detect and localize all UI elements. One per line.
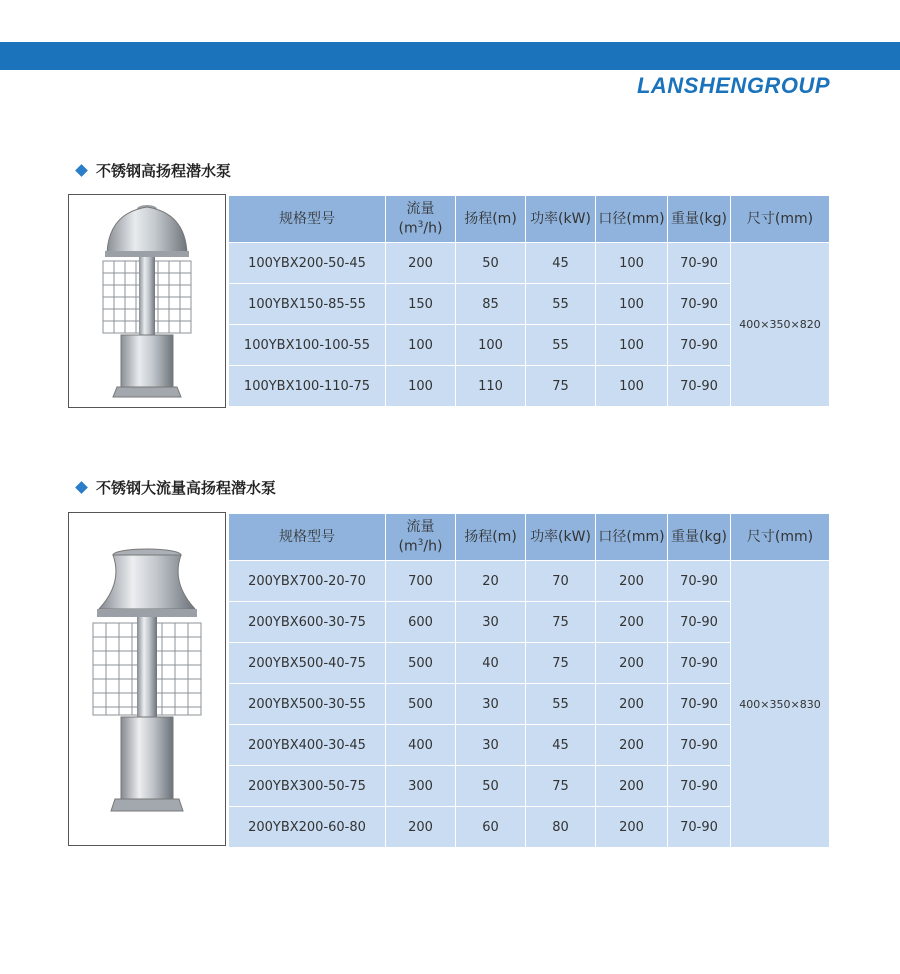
cell-power: 75 [526, 766, 596, 807]
cell-head: 50 [456, 766, 526, 807]
spec-table-2 [228, 513, 830, 848]
header-size: 尺寸(mm) [731, 514, 830, 561]
section-title-text: 不锈钢大流量高扬程潜水泵 [96, 479, 277, 497]
cell-diameter: 200 [596, 807, 668, 848]
header-power: 功率(kW) [526, 196, 596, 243]
cell-power: 45 [526, 243, 596, 284]
cell-flow: 500 [386, 684, 456, 725]
cell-head: 85 [456, 284, 526, 325]
cell-power: 55 [526, 325, 596, 366]
cell-diameter: 200 [596, 643, 668, 684]
section-title-text: 不锈钢高扬程潜水泵 [96, 162, 232, 180]
pump-image-2 [69, 513, 225, 845]
cell-head: 20 [456, 561, 526, 602]
cell-weight: 70-90 [668, 602, 731, 643]
cell-weight: 70-90 [668, 243, 731, 284]
header-head: 扬程(m) [456, 196, 526, 243]
cell-flow: 200 [386, 807, 456, 848]
section-title-1 [77, 160, 231, 181]
cell-model: 200YBX600-30-75 [229, 602, 386, 643]
cell-head: 50 [456, 243, 526, 284]
header-power: 功率(kW) [526, 514, 596, 561]
cell-diameter: 200 [596, 561, 668, 602]
cell-weight: 70-90 [668, 325, 731, 366]
cell-model: 200YBX400-30-45 [229, 725, 386, 766]
cell-head: 60 [456, 807, 526, 848]
cell-flow: 300 [386, 766, 456, 807]
cell-weight: 70-90 [668, 684, 731, 725]
header-diameter: 口径(mm) [596, 514, 668, 561]
cell-head: 30 [456, 684, 526, 725]
cell-flow: 400 [386, 725, 456, 766]
cell-weight: 70-90 [668, 366, 731, 407]
cell-power: 75 [526, 643, 596, 684]
cell-diameter: 200 [596, 725, 668, 766]
pump-image-1 [69, 195, 225, 407]
cell-model: 100YBX150-85-55 [229, 284, 386, 325]
cell-model: 200YBX300-50-75 [229, 766, 386, 807]
cell-power: 55 [526, 684, 596, 725]
cell-diameter: 100 [596, 325, 668, 366]
header-weight: 重量(kg) [668, 196, 731, 243]
cell-flow: 200 [386, 243, 456, 284]
cell-weight: 70-90 [668, 766, 731, 807]
header-weight: 重量(kg) [668, 514, 731, 561]
cell-head: 40 [456, 643, 526, 684]
cell-model: 200YBX500-30-55 [229, 684, 386, 725]
cell-weight: 70-90 [668, 561, 731, 602]
cell-power: 75 [526, 366, 596, 407]
cell-weight: 70-90 [668, 807, 731, 848]
header-model: 规格型号 [229, 514, 386, 561]
cell-weight: 70-90 [668, 284, 731, 325]
header-head: 扬程(m) [456, 514, 526, 561]
cell-weight: 70-90 [668, 725, 731, 766]
cell-diameter: 200 [596, 766, 668, 807]
section-title-2 [77, 477, 276, 498]
spec-table-1 [228, 195, 830, 407]
header-diameter: 口径(mm) [596, 196, 668, 243]
cell-power: 55 [526, 284, 596, 325]
cell-power: 75 [526, 602, 596, 643]
header-model: 规格型号 [229, 196, 386, 243]
cell-head: 100 [456, 325, 526, 366]
table-row [229, 243, 830, 284]
table-row [229, 561, 830, 602]
cell-flow: 100 [386, 325, 456, 366]
pump-photo-2 [68, 512, 226, 846]
cell-model: 100YBX200-50-45 [229, 243, 386, 284]
header-flow: 流量 $(m^3/h)$ [386, 196, 456, 243]
cell-diameter: 200 [596, 602, 668, 643]
cell-weight: 70-90 [668, 643, 731, 684]
cell-flow: 100 [386, 366, 456, 407]
cell-diameter: 100 [596, 366, 668, 407]
header-size: 尺寸(mm) [731, 196, 830, 243]
cell-diameter: 100 [596, 243, 668, 284]
cell-model: 200YBX700-20-70 [229, 561, 386, 602]
cell-power: 80 [526, 807, 596, 848]
cell-size: 400×350×830 [731, 561, 830, 848]
cell-diameter: 100 [596, 284, 668, 325]
cell-size: 400×350×820 [731, 243, 830, 407]
cell-flow: 700 [386, 561, 456, 602]
cell-power: 45 [526, 725, 596, 766]
cell-head: 110 [456, 366, 526, 407]
diamond-bullet-icon [75, 481, 88, 494]
cell-head: 30 [456, 602, 526, 643]
cell-diameter: 200 [596, 684, 668, 725]
table-header-row [229, 514, 830, 561]
cell-flow: 600 [386, 602, 456, 643]
brand-logo: LANSHENGROUP [636, 73, 830, 98]
cell-flow: 150 [386, 284, 456, 325]
header-flow: 流量 $(m^3/h)$ [386, 514, 456, 561]
cell-model: 200YBX200-60-80 [229, 807, 386, 848]
cell-model: 100YBX100-110-75 [229, 366, 386, 407]
cell-model: 200YBX500-40-75 [229, 643, 386, 684]
diamond-bullet-icon [75, 164, 88, 177]
table-header-row [229, 196, 830, 243]
top-banner-bar [0, 42, 900, 70]
pump-photo-1 [68, 194, 226, 408]
cell-power: 70 [526, 561, 596, 602]
cell-model: 100YBX100-100-55 [229, 325, 386, 366]
cell-head: 30 [456, 725, 526, 766]
cell-flow: 500 [386, 643, 456, 684]
